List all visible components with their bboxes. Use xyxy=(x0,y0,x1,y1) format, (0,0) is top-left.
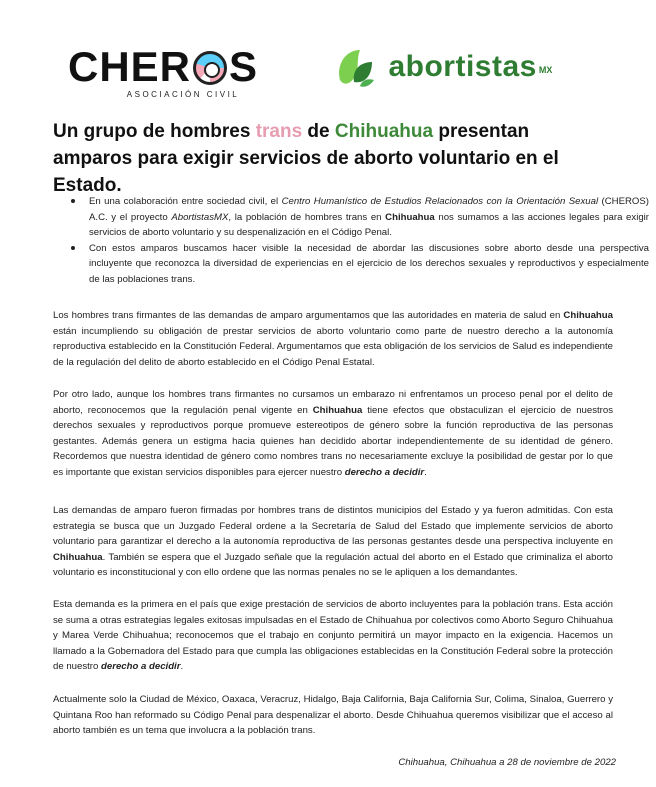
abortistas-wordmark: abortistas xyxy=(388,50,537,83)
bullet-italic: AbortistasMX xyxy=(171,211,229,223)
bullet-text: Con estos amparos buscamos hacer visible la necesidad de abordar las discusiones sobre aborto desde una perspectiva incluyente que reconozca la diversidad de experiencias en el ejercicio de los derechos sexuales y reproductivos y especialmente de las poblaciones trans. xyxy=(89,242,649,285)
title-part3: presentan amparos para exigir servicios de aborto voluntario en el Estado. xyxy=(53,121,559,196)
cheros-logo xyxy=(68,43,259,99)
paragraph-4 xyxy=(53,597,613,675)
p1-text: Los hombres trans firmantes de las demandas de amparo argumentamos que las autoridades en materia de salud en xyxy=(53,310,564,321)
bullet-item xyxy=(89,241,649,288)
abortistas-suffix: MX xyxy=(538,65,553,76)
title-chihuahua: Chihuahua xyxy=(334,121,434,142)
title-trans: trans xyxy=(255,121,303,142)
bullet-item xyxy=(89,194,649,241)
date-line: Chihuahua, Chihuahua a 28 de noviembre de 2022 xyxy=(398,757,616,768)
cheros-ring-icon xyxy=(193,51,227,85)
bullet-italic: Centro Humanístico de Estudios Relacionados con la Orientación Sexual xyxy=(281,196,599,207)
p5-text: Actualmente solo la Ciudad de México, Oaxaca, Veracruz, Hidalgo, Baja California, Baja California Sur, Colima, Sinaloa, Guerrero y Quintana Roo han reformado su Código Penal para despenalizar el aborto. Desde Chihuahua queremos visibilizar que el acceso al aborto también es un tema que involucra a la población trans. xyxy=(53,694,613,737)
header-logos xyxy=(0,40,656,110)
p2-bold: Chihuahua xyxy=(312,404,363,416)
paragraph-5 xyxy=(53,692,613,739)
p2-text: tiene efectos que obstaculizan el ejercicio de nuestros derechos sexuales y reproductivos porque promueve estereotipos de género sobre la función reproductiva de las personas gestantes. Además genera un estigma hacia quienes han decidido abortar independientemente de su identidad de género. Recordemos que nuestra identidad de género como nombres trans no necesariamente excluye la posibilidad de gestar por lo que es importante que existan servicios disponibles para ejercer nuestro xyxy=(53,404,613,478)
p4-bolditalic: derecho a decidir xyxy=(101,661,181,673)
abortistas-logo xyxy=(330,42,552,92)
p3-text: . También se espera que el Juzgado señale que la regulación actual del aborto en el Estado que criminaliza el aborto voluntario es inconstitucional y con ello ordene que las normas penales no se le apliquen a los demandantes. xyxy=(53,551,613,579)
paragraph-3 xyxy=(53,503,613,581)
bullet-text: , la población de hombres trans en xyxy=(228,211,386,223)
page-title xyxy=(53,118,613,199)
title-part2: de xyxy=(302,121,335,142)
paragraph-1 xyxy=(53,308,613,370)
p2-bolditalic: derecho a decidir xyxy=(344,466,425,478)
title-part1: Un grupo de hombres xyxy=(53,121,256,142)
p1-bold: Chihuahua xyxy=(563,310,613,321)
paragraph-2 xyxy=(53,387,613,481)
bullet-bold: Chihuahua xyxy=(385,211,435,223)
p2-text: Por otro lado, aunque los hombres trans firmantes no cursamos un embarazo ni enfrentamos un proceso penal por el delito de aborto, reconocemos que la regulación penal vigente en xyxy=(53,389,613,416)
p3-text: Las demandas de amparo fueron firmadas por hombres trans de distintos municipios del Estado y ya fueron admitidas. Con esta estrategia se busca que un Juzgado Federal ordene a la Secretaría de Salud del Estado que implemente servicios de aborto voluntario para garantizar el derecho a la autonomía reproductiva de las personas gestantes desde una perspectiva incluyente en xyxy=(53,505,613,548)
p4-text: . xyxy=(180,661,184,673)
cheros-wordmark-left: CHER xyxy=(68,43,192,90)
p2-text: . xyxy=(424,466,427,478)
bullet-list xyxy=(53,194,649,288)
p4-text: Esta demanda es la primera en el país que exige prestación de servicios de aborto incluyentes para la población trans. Esta acción se suma a otras estrategias legales exitosas impulsadas en el Estado de Chihuahua por colectivos como Aborto Seguro Chihuahua y Marea Verde Chihuahua; reconocemos que el trabajo en conjunto permitirá un mayor impacto en la exigencia. Hacemos un llamado a la Gobernadora del Estado para que cumpla las obligaciones establecidas en la Constitución Federal sobre la protección de nuestro xyxy=(53,599,613,673)
cheros-wordmark xyxy=(68,43,259,90)
p3-bold: Chihuahua xyxy=(53,551,103,563)
cheros-subtitle: ASOCIACIÓN CIVIL xyxy=(126,90,240,99)
bullet-text: En una colaboración entre sociedad civil, el xyxy=(89,196,282,207)
abortistas-leaf-icon xyxy=(330,42,380,92)
cheros-wordmark-right: S xyxy=(229,43,259,90)
bullet-text: nos sumamos a las acciones legales para exigir servicios de aborto voluntario y su despenalización en el Código Penal. xyxy=(89,211,649,239)
bullet-text: (CHEROS) A.C. y el proyecto xyxy=(89,196,649,223)
p1-text: están incumpliendo su obligación de prestar servicios de aborto voluntario como parte de nuestro derecho a la autonomía reproductiva establecido en la Constitución Federal. Argumentamos que esta obligación de los servicios de Salud es independiente de la regulación del delito de aborto establecido en el Código Penal Estatal. xyxy=(53,325,613,368)
